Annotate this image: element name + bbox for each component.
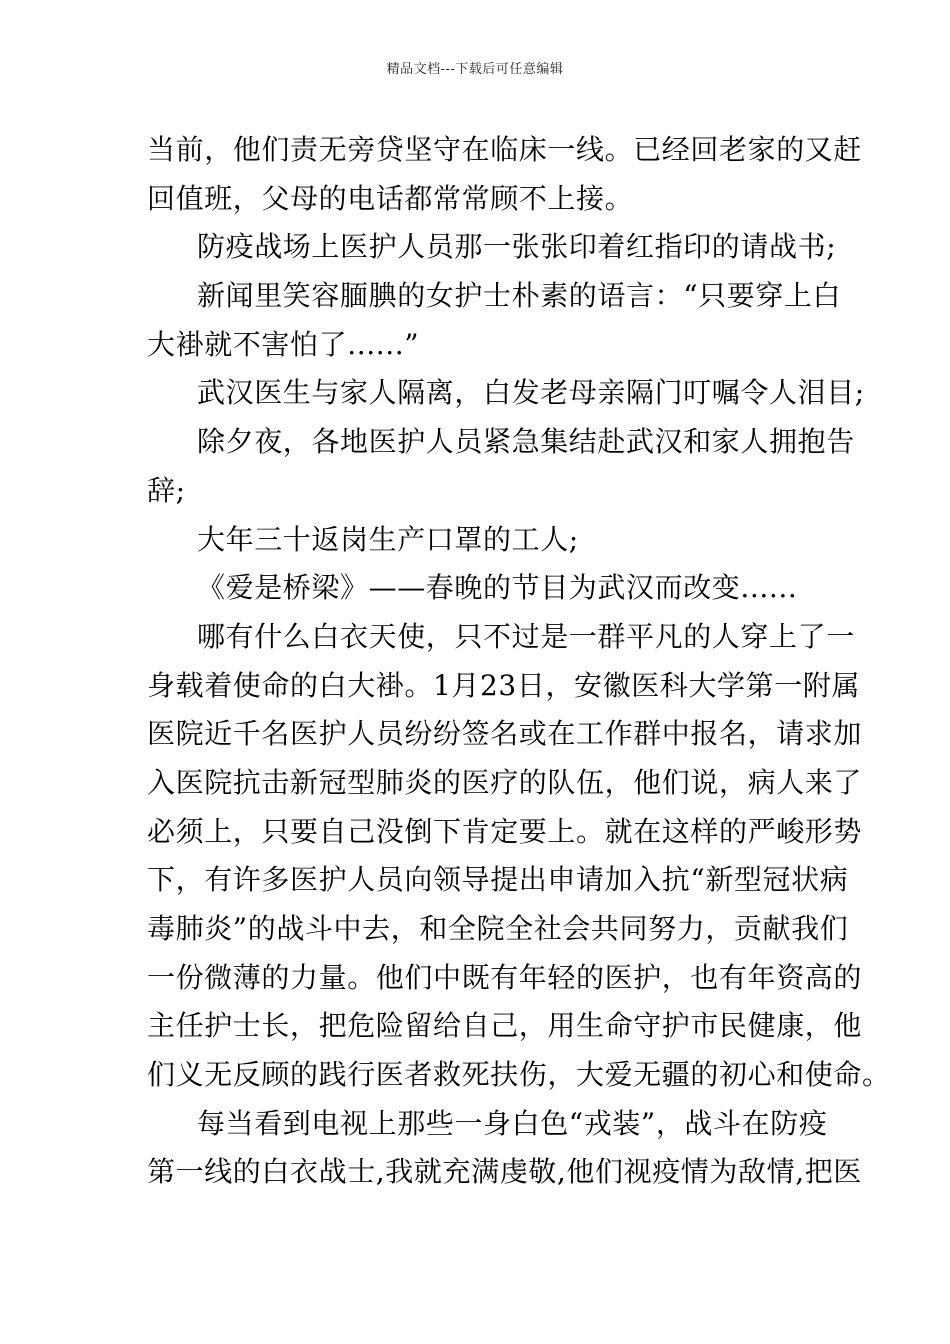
document-body: [147, 126, 891, 1197]
text-line: 当前，他们责无旁贷坚守在临床一线。已经回老家的又赶: [147, 133, 863, 166]
page-header: 精品文档---下载后可任意编辑: [386, 62, 564, 77]
text-line: 《爱是桥梁》——春晚的节目为武汉而改变......: [197, 571, 798, 605]
text-line: 们义无反顾的践行医者救死扶伤，大爱无疆的初心和使命。: [147, 1058, 891, 1092]
text-line: 必须上，只要自己没倒下肯定要上。就在这样的严峻形势: [147, 814, 863, 848]
text-line: 入医院抗击新冠型肺炎的医疗的队伍，他们说，病人来了: [147, 765, 863, 799]
text-line: 主任护士长，把危险留给自己，用生命守护市民健康，他: [147, 1009, 863, 1043]
text-line: 大年三十返岗生产口罩的工人;: [197, 522, 579, 556]
text-line: 防疫战场上医护人员那一张张印着红指印的请战书;: [197, 230, 837, 264]
text-line: 大褂就不害怕了......”: [147, 327, 420, 361]
text-line: 回值班，父母的电话都常常顾不上接。: [147, 181, 634, 215]
text-line: 一份微薄的力量。他们中既有年轻的医护，也有年资高的: [147, 960, 863, 994]
text-line: 下，有许多医护人员向领导提出申请加入抗“新型冠状病: [147, 863, 849, 897]
text-line: 除夕夜，各地医护人员紧急集结赴武汉和家人拥抱告: [197, 425, 855, 459]
text-line: 身载着使命的白大褂。1月23日，安徽医科大学第一附属: [147, 668, 861, 702]
text-line: 毒肺炎”的战斗中去，和全院全社会共同努力，贡献我们: [147, 912, 849, 945]
text-line: 武汉医生与家人隔离，白发老母亲隔门叮嘱令人泪目;: [197, 376, 865, 410]
text-line: 每当看到电视上那些一身白色“戎装”，战斗在防疫: [197, 1106, 828, 1140]
text-line: 哪有什么白衣天使，只不过是一群平凡的人穿上了一: [197, 619, 855, 653]
text-line: 辞;: [147, 473, 186, 507]
text-line: 新闻里笑容腼腆的女护士朴素的语言：“只要穿上白: [197, 279, 842, 313]
text-line: 医院近千名医护人员纷纷签名或在工作群中报名，请求加: [147, 717, 863, 751]
text-line: 第一线的白衣战士,我就充满虔敬,他们视疫情为敌情,把医: [147, 1155, 862, 1189]
